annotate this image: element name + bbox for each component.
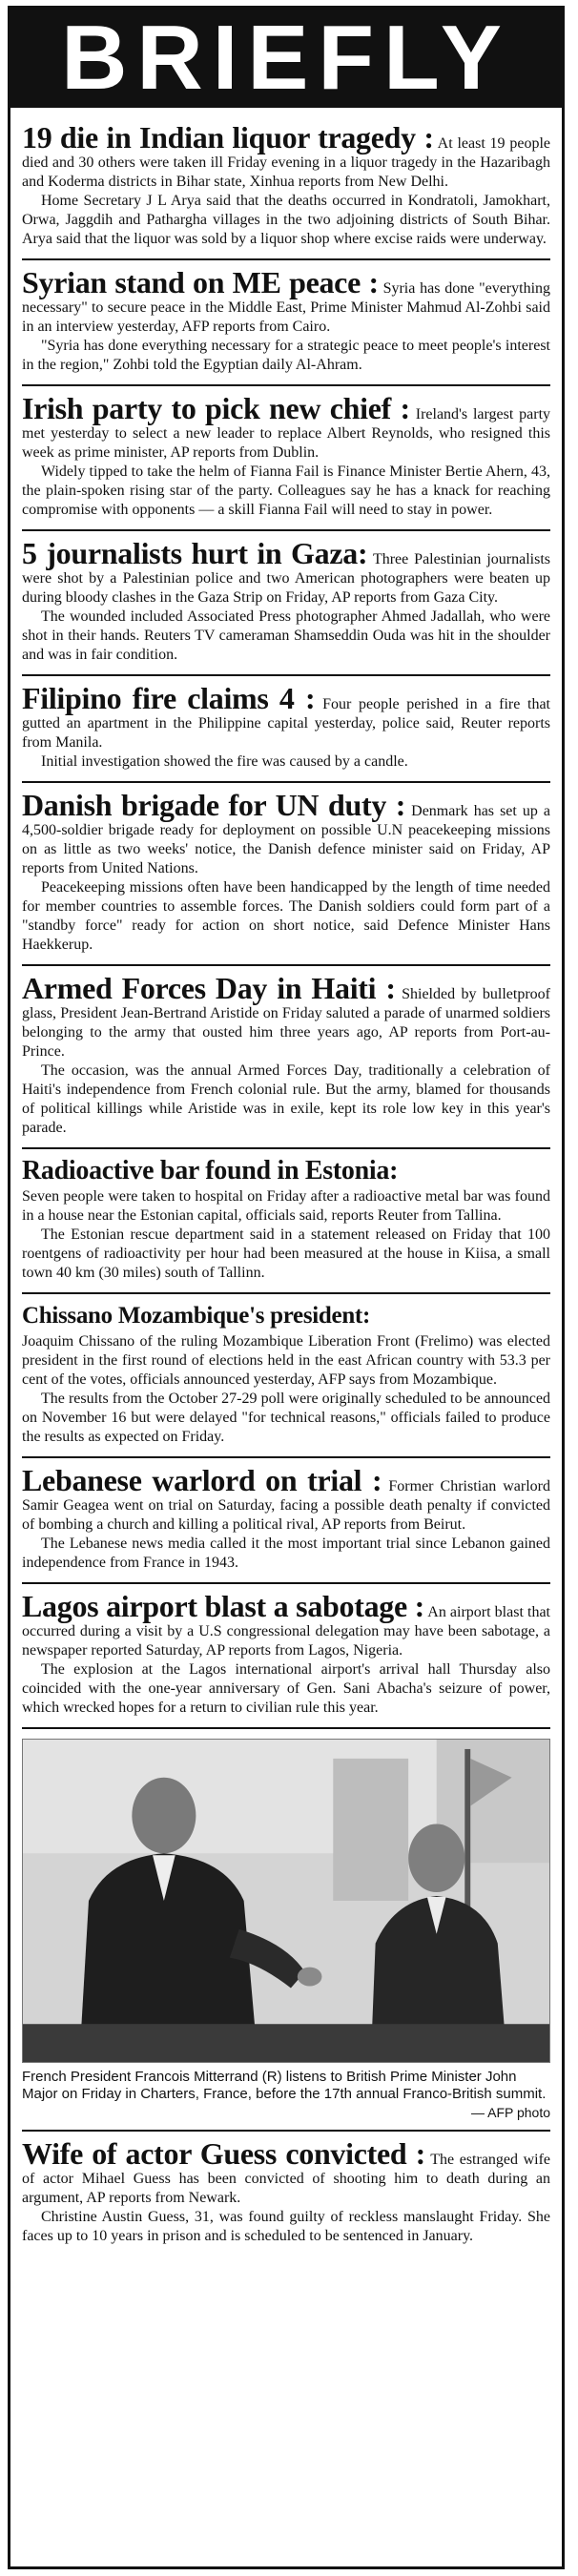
news-brief	[22, 1458, 550, 1584]
headline: Lagos airport blast a sabotage :	[22, 1589, 425, 1623]
lead-text: An airport blast that occurred during a visit by a U.S congressional delegation may have been sabotage, a newspaper reported Saturday, AP reports from Lagos, Nigeria.	[22, 1604, 550, 1659]
news-page	[8, 6, 565, 2569]
news-brief	[22, 115, 550, 260]
news-brief	[22, 2132, 550, 2256]
body-paragraph: Widely tipped to take the helm of Fianna Fail is Finance Minister Bertie Ahern, 43, the plain-spoken rising star of the party. Colleagues say he has a knack for reaching compromise with opponents — a skill Fianna Fail will need to stay in power.	[22, 464, 550, 518]
lead-text: Shielded by bulletproof glass, President Jean-Bertrand Aristide on Friday saluted a parade of unarmed soldiers belonging to the army that ousted him three years ago, AP reports from Port-au-Prince.	[22, 986, 550, 1060]
body-paragraph: The results from the October 27-29 poll were originally scheduled to be announced on November 16 but were delayed "for technical reasons," officials failed to produce the results as expected on Friday.	[22, 1391, 550, 1445]
body-paragraph: The wounded included Associated Press photographer Ahmed Jadallah, who were shot in their hands. Reuters TV cameraman Shamseddin Ouda was hit in the shoulder and was in fair condition.	[22, 608, 550, 663]
body-paragraph: The occasion, was the annual Armed Forces Day, traditionally a celebration of Haiti's independence from French colonial rule. But the army, blamed for thousands of political killings while Aristide was in exile, kept its role low key in this year's parade.	[22, 1062, 550, 1136]
news-brief	[22, 1294, 550, 1458]
headline: 19 die in Indian liquor tragedy :	[22, 120, 434, 155]
photo-illustration	[23, 1740, 549, 2062]
news-brief	[22, 966, 550, 1149]
lead-text: Three Palestinian journalists were shot by a Palestinian police and two American photographers were beaten up during bloody clashes in the Gaza Strip on Friday, AP reports from Gaza City.	[22, 551, 550, 606]
headline: Danish brigade for UN duty :	[22, 788, 406, 822]
photo-credit: — AFP photo	[470, 2105, 550, 2120]
photo-block	[22, 1729, 550, 2132]
news-brief	[22, 676, 550, 783]
headline: Radioactive bar found in Estonia:	[22, 1156, 399, 1185]
lead-text: Joaquim Chissano of the ruling Mozambique Liberation Front (Frelimo) was elected president in the first round of elections held in the east African country with 53.3 per cent of the votes, officials announced yesterday, AFP says from Mozambique.	[22, 1333, 550, 1388]
news-brief	[22, 386, 550, 531]
headline: 5 journalists hurt in Gaza:	[22, 536, 368, 570]
body-paragraph: "Syria has done everything necessary for a strategic peace to meet people's interest in the region," Zohbi told the Egyptian daily Al-Ahram.	[22, 338, 550, 373]
lead-text: Ireland's largest party met yesterday to select a new leader to replace Albert Reynolds, who resigned this week as prime minister, AP reports from Dublin.	[22, 406, 551, 461]
headline: Armed Forces Day in Haiti :	[22, 971, 396, 1005]
headline: Chissano Mozambique's president:	[22, 1303, 370, 1329]
body-paragraph: Peacekeeping missions often have been handicapped by the length of time needed for member countries to assemble forces. The Danish soldiers could form part of a "standby force" ready for action on short notice, said Defence Minister Hans Haekkerup.	[22, 879, 550, 953]
body-paragraph: The explosion at the Lagos international airport's arrival hall Thursday also coincided with the one-year anniversary of Gen. Sani Abacha's seizure of power, which wrecked hopes for a return to civilian rule this year.	[22, 1661, 550, 1716]
lead-text: Denmark has set up a 4,500-soldier brigade ready for deployment on possible U.N peacekeeping missions on as little as two weeks' notice, the Danish defence minister said on Friday, AP reports from United Nations.	[22, 803, 550, 876]
headline: Lebanese warlord on trial :	[22, 1463, 382, 1497]
lead-text: Seven people were taken to hospital on Friday after a radioactive metal bar was found in a house near the Estonian capital, officials said, reports Reuter from Tallina.	[22, 1188, 550, 1224]
headline: Filipino fire claims 4 :	[22, 681, 316, 715]
headline: Wife of actor Guess convicted :	[22, 2136, 425, 2171]
headline: Syrian stand on ME peace :	[22, 265, 379, 299]
body-paragraph: Initial investigation showed the fire was caused by a candle.	[41, 753, 408, 770]
body-paragraph: Christine Austin Guess, 31, was found guilty of reckless manslaught Friday. She faces up to 10 years in prison and is scheduled to be sentenced in January.	[22, 2209, 550, 2244]
lead-text: Former Christian warlord Samir Geagea went on trial on Saturday, facing a possible death penalty if convicted of bombing a church and killing a political rival, AP reports from Beirut.	[22, 1478, 551, 1533]
news-brief	[22, 531, 550, 676]
lead-text: Four people perished in a fire that gutted an apartment in the Philippine capital yesterday, police said, Reuter reports from Manila.	[22, 696, 550, 751]
news-photo	[22, 1739, 550, 2063]
body-paragraph: Home Secretary J L Arya said that the deaths occurred in Kondratoli, Jamokhart, Orwa, Jaggdih and Pathargha villages in the two adjoining districts of South Bihar. Arya said that the liquor was sold by a liquor shop where excise raids were underway.	[22, 193, 550, 247]
news-brief	[22, 1584, 550, 1729]
headline: Irish party to pick new chief :	[22, 391, 410, 425]
briefs-list	[10, 115, 562, 2256]
body-paragraph: The Estonian rescue department said in a statement released on Friday that 100 roentgens of radioactivity per hour had been measured at the house in Kiisa, a small town 40 km (30 miles) south of Tallinn.	[22, 1226, 550, 1281]
news-brief	[22, 1149, 550, 1294]
lead-text: At least 19 people died and 30 others were taken ill Friday evening in a liquor tragedy in the Hazaribagh and Koderma districts in Bihar state, Xinhua reports from New Delhi.	[22, 135, 550, 190]
masthead-title: BRIEFLY	[10, 9, 562, 108]
photo-caption: French President Francois Mitterrand (R) listens to British Prime Minister John Major on Friday in Charters, France, before the 17th annual Franco-British summit.	[22, 2069, 547, 2102]
lead-text: Syria has done "everything necessary" to secure peace in the Middle East, Prime Minister Mahmud Al-Zohbi said in an interview yesterday, AFP reports from Cairo.	[22, 280, 551, 335]
lead-text: The estranged wife of actor Mihael Guess has been convicted of shooting him to death during an argument, AP reports from Newark.	[22, 2152, 551, 2206]
news-brief	[22, 260, 550, 386]
body-paragraph: The Lebanese news media called it the most important trial since Lebanon gained independence from France in 1943.	[22, 1535, 550, 1571]
news-brief	[22, 783, 550, 966]
